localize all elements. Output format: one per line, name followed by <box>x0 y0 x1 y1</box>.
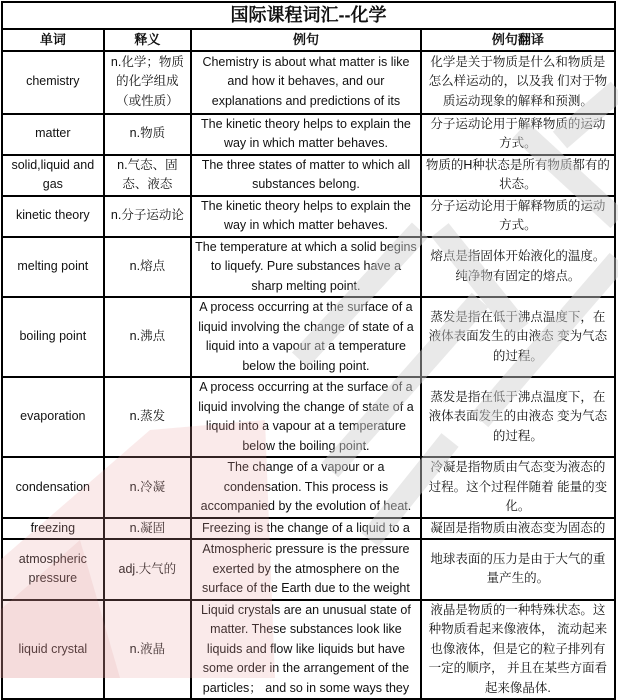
translation-cell: 熔点是指固体开始液化的温度。纯净物有固定的熔点。 <box>421 237 615 298</box>
meaning-cell: n.化学；物质的化学组成（或性质） <box>104 51 191 114</box>
translation-cell: 蒸发是指在低于沸点温度下，在液体表面发生的由液态 变为气态的过程。 <box>421 297 615 377</box>
example-cell: Freezing is the change of a liquid to a <box>191 518 421 540</box>
document-title: 国际课程词汇--化学 <box>2 2 615 29</box>
translation-cell: 蒸发是指在低于沸点温度下，在液体表面发生的由液态 变为气态的过程。 <box>421 377 615 457</box>
meaning-cell: n.沸点 <box>104 297 191 377</box>
word-cell: atmospheric pressure <box>2 539 104 600</box>
vocabulary-table <box>1 1 616 700</box>
word-cell: evaporation <box>2 377 104 457</box>
example-cell: The change of a vapour or a condensation. This process is accompanied by the evolution of heat. <box>191 457 421 518</box>
table-row <box>2 518 615 540</box>
example-cell: Atmospheric pressure is the pressure exerted by the atmosphere on the surface of the Earth due to the weight <box>191 539 421 600</box>
table-row <box>2 539 615 600</box>
table-row <box>2 457 615 518</box>
example-cell: Chemistry is about what matter is like and how it behaves, and our explanations and predictions of its <box>191 51 421 114</box>
translation-cell: 地球表面的压力是由于大气的重量产生的。 <box>421 539 615 600</box>
column-header-example: 例句 <box>191 29 421 51</box>
word-cell: solid,liquid and gas <box>2 155 104 196</box>
column-header-word: 单词 <box>2 29 104 51</box>
example-cell: Liquid crystals are an unusual state of matter. These substances look like liquids and flow like liquids but have some order in the arrangement of the particles； and so in some ways they <box>191 600 421 700</box>
translation-cell: 液晶是物质的一种特殊状态。这种物质看起来像液体， 流动起来也像液体，但是它的粒子排列有一定的顺序， 并且在某些方面看起来像晶体. <box>421 600 615 700</box>
translation-cell: 化学是关于物质是什么和物质是怎么样运动的，以及我 们对于物质运动现象的解释和预测。 <box>421 51 615 114</box>
translation-cell: 分子运动论用于解释物质的运动方式。 <box>421 196 615 237</box>
meaning-cell: adj.大气的 <box>104 539 191 600</box>
example-cell: A process occurring at the surface of a liquid involving the change of state of a liquid into a vapour at a temperature below the boiling point. <box>191 377 421 457</box>
table-row <box>2 600 615 700</box>
example-cell: The kinetic theory helps to explain the way in which matter behaves. <box>191 114 421 155</box>
word-cell: kinetic theory <box>2 196 104 237</box>
meaning-cell: n.液晶 <box>104 600 191 700</box>
word-cell: liquid crystal <box>2 600 104 700</box>
example-cell: The three states of matter to which all substances belong. <box>191 155 421 196</box>
meaning-cell: n.气态、固态、液态 <box>104 155 191 196</box>
translation-cell: 分子运动论用于解释物质的运动方式。 <box>421 114 615 155</box>
meaning-cell: n.物质 <box>104 114 191 155</box>
table-row <box>2 297 615 377</box>
meaning-cell: n.蒸发 <box>104 377 191 457</box>
word-cell: freezing <box>2 518 104 540</box>
word-cell: condensation <box>2 457 104 518</box>
meaning-cell: n.熔点 <box>104 237 191 298</box>
example-cell: A process occurring at the surface of a liquid involving the change of state of a liquid into a vapour at a temperature below the boiling point. <box>191 297 421 377</box>
word-cell: melting point <box>2 237 104 298</box>
translation-cell: 冷凝是指物质由气态变为液态的过程。这个过程伴随着 能量的变化。 <box>421 457 615 518</box>
example-cell: The temperature at which a solid begins to liquefy. Pure substances have a sharp melting point. <box>191 237 421 298</box>
translation-cell: 物质的H种状态是所有物质都有的状态。 <box>421 155 615 196</box>
table-row <box>2 237 615 298</box>
table-row <box>2 155 615 196</box>
column-header-translation: 例句翻译 <box>421 29 615 51</box>
meaning-cell: n.分子运动论 <box>104 196 191 237</box>
meaning-cell: n.冷凝 <box>104 457 191 518</box>
meaning-cell: n.凝固 <box>104 518 191 540</box>
column-header-meaning: 释义 <box>104 29 191 51</box>
word-cell: chemistry <box>2 51 104 114</box>
example-cell: The kinetic theory helps to explain the way in which matter behaves. <box>191 196 421 237</box>
table-row <box>2 377 615 457</box>
table-row <box>2 114 615 155</box>
table-row <box>2 196 615 237</box>
word-cell: boiling point <box>2 297 104 377</box>
header-row <box>2 29 615 51</box>
title-row <box>2 2 615 29</box>
word-cell: matter <box>2 114 104 155</box>
translation-cell: 凝固是指物质由液态变为固态的 <box>421 518 615 540</box>
table-row <box>2 51 615 114</box>
